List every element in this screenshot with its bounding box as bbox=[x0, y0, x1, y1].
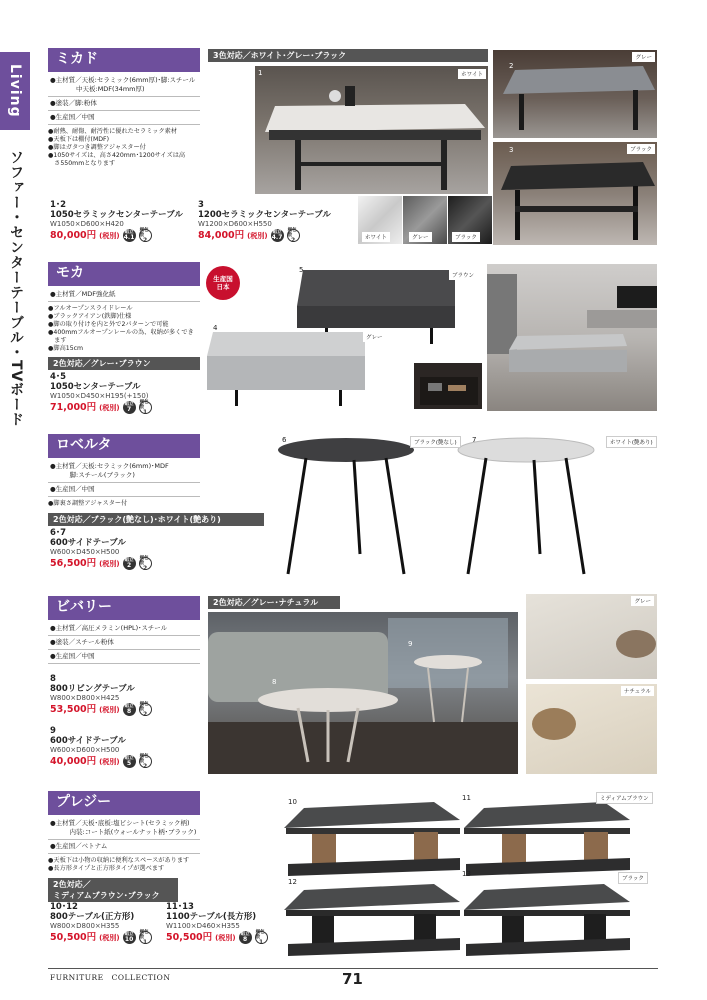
photo-number: 9 bbox=[408, 640, 413, 648]
swatch-black: ブラック bbox=[448, 196, 492, 244]
photo-color-label: ホワイト(艶あり) bbox=[606, 436, 657, 448]
photo-color-label: ブラウン bbox=[449, 270, 477, 280]
photo-number: 7 bbox=[472, 436, 477, 444]
product-title-moka: モカ bbox=[48, 262, 200, 284]
spec-row: ●主材質／高圧メラミン(HPL)･スチール bbox=[48, 622, 200, 636]
roberta-variant-bar: 2色対応／ブラック(艶なし)･ホワイト(艶あり) bbox=[48, 513, 264, 526]
photo-color-label: ブラック bbox=[618, 872, 648, 884]
product-title-mikado: ミカド bbox=[48, 48, 200, 70]
bowl-drawing bbox=[526, 684, 657, 774]
feature-item: ●400mmフルオープンレールの為、収納が多くでき ます bbox=[48, 329, 194, 344]
page-number: 71 bbox=[342, 970, 363, 988]
photo-number: 12 bbox=[288, 878, 297, 886]
spec-row: ●塗装／脚:粉体 bbox=[48, 97, 200, 111]
mikado-photo-gray bbox=[493, 50, 657, 138]
mikado-photo-black bbox=[493, 142, 657, 245]
mikado-table-white-drawing bbox=[255, 66, 488, 194]
mikado-table-gray-drawing bbox=[493, 50, 657, 138]
spec-row: ●主材質／天板･底板:塩ビシート(セラミック柄) 内装:コート紙(ウォールナット柄･ブラック) bbox=[48, 817, 200, 840]
price: 50,500円 (税別) 組立 8 梱包数 1 bbox=[166, 931, 276, 944]
feature-item: ●天板下は小物の収納に便利なスペースがあります bbox=[48, 857, 190, 864]
roberta-section bbox=[48, 434, 268, 526]
product-item-8: 8 800リビングテーブル W800×D800×H425 53,500円 (税別) 組立 8 梱包数 2 bbox=[50, 674, 200, 716]
product-item-3: 3 1200セラミックセンターテーブル W1200×D600×H550 84,000円 (税別) 組立 4.7 梱包数 2 bbox=[198, 200, 338, 242]
swatch-white: ホワイト bbox=[358, 196, 402, 244]
beverly-natural-detail-photo bbox=[526, 684, 657, 774]
assembly-icon: 組立 4.1 bbox=[123, 230, 135, 241]
feature-item: ●フルオープンスライドレール bbox=[48, 305, 133, 312]
swatch-gray: グレー bbox=[403, 196, 447, 244]
feature-item: ●耐熱、耐傷、耐汚性に優れたセラミック素材 bbox=[48, 128, 178, 135]
beverly-variant-bar: 2色対応／グレー･ナチュラル bbox=[208, 596, 340, 609]
photo-number: 2 bbox=[509, 62, 514, 70]
spec-row: ●生産国／ベトナム bbox=[48, 840, 200, 854]
footer-divider bbox=[48, 968, 658, 969]
roberta-product-photos bbox=[276, 434, 658, 584]
section-tab-living: Living bbox=[0, 52, 30, 130]
assembly-icon: 組立 4.7 bbox=[271, 230, 283, 241]
roberta-spec bbox=[48, 460, 200, 497]
footer-brand: FURNITURE COLLECTION bbox=[50, 973, 171, 982]
price: 53,500円 (税別) 組立 8 梱包数 2 bbox=[50, 703, 200, 716]
mikado-photo-white bbox=[255, 66, 488, 194]
product-title-roberta: ロベルタ bbox=[48, 434, 200, 456]
moka-drawer-photo bbox=[413, 362, 483, 410]
price: 84,000円 (税別) 組立 4.7 梱包数 2 bbox=[198, 229, 338, 242]
mikado-features bbox=[48, 128, 200, 168]
pleasure-tables-drawing bbox=[284, 794, 658, 962]
photo-color-label: ブラック(艶なし) bbox=[410, 436, 461, 448]
moka-features bbox=[48, 305, 200, 353]
package-icon: 梱包数 2 bbox=[139, 703, 152, 716]
spec-row: ●主材質／天板:セラミック(6mm)･MDF 脚:スチール(ブラック) bbox=[48, 460, 200, 483]
assembly-icon: 組立 10 bbox=[124, 932, 134, 943]
moka-room-photo bbox=[487, 264, 657, 411]
beverly-section bbox=[48, 596, 200, 664]
product-item-10-12: 10･12 800テーブル(正方形) W800×D800×H355 50,500円 (税別) 組立 10 梱包数 1 bbox=[50, 902, 160, 944]
beverly-room-drawing bbox=[208, 612, 518, 774]
feature-item: ●脚はガタつき調整アジャスター付 bbox=[48, 144, 146, 151]
feature-item: ●1050サイズは、高さ420mm･1200サイズは高 さ550mmとなります bbox=[48, 152, 186, 167]
assembly-icon: 組立 8 bbox=[124, 704, 134, 715]
package-icon: 梱包数 2 bbox=[139, 755, 152, 768]
mikado-variant-bar: 3色対応／ホワイト･グレー･ブラック bbox=[208, 49, 488, 62]
product-item-11-13: 11･13 1100テーブル(長方形) W1100×D460×H355 50,500円 (税別) 組立 8 梱包数 1 bbox=[166, 902, 276, 944]
pleasure-section bbox=[48, 791, 200, 902]
feature-item: ●脚裏さ調整アジャスター付 bbox=[48, 500, 128, 507]
moka-spec bbox=[48, 288, 200, 302]
feature-item: ●長方形タイプと正方形タイプが選べます bbox=[48, 865, 165, 872]
roberta-tables-drawing bbox=[276, 434, 658, 584]
photo-number: 11 bbox=[462, 794, 471, 802]
photo-number: 6 bbox=[282, 436, 287, 444]
package-icon: 梱包数 2 bbox=[139, 557, 152, 570]
roberta-features bbox=[48, 500, 268, 508]
package-icon: 梱包数 1 bbox=[139, 931, 152, 944]
pleasure-features bbox=[48, 857, 200, 873]
pleasure-spec bbox=[48, 817, 200, 854]
assembly-icon: 組立 5 bbox=[124, 756, 134, 767]
price: 80,000円 (税別) 組立 4.1 梱包数 2 bbox=[50, 229, 190, 242]
spec-row: ●主材質／MDF強化紙 bbox=[48, 288, 200, 302]
pleasure-variant-bar: 2色対応／ ミディアムブラウン･ブラック bbox=[48, 878, 178, 902]
moka-variant-bar: 2色対応／グレー･ブラウン bbox=[48, 357, 200, 370]
feature-item: ●脚の取り付けを内と外で2パターンで可能 bbox=[48, 321, 169, 328]
photo-color-label: ホワイト bbox=[458, 69, 486, 79]
price: 71,000円 (税別) 組立 7 梱包数 1 bbox=[50, 401, 200, 414]
pleasure-product-photos bbox=[284, 794, 658, 962]
photo-color-label: グレー bbox=[632, 52, 655, 62]
bowl-drawing bbox=[526, 594, 657, 679]
mikado-section bbox=[48, 48, 200, 168]
product-item-6-7: 6･7 600サイドテーブル W600×D450×H500 56,500円 (税別) 組立 2 梱包数 2 bbox=[50, 528, 200, 570]
product-item-1-2: 1･2 1050セラミックセンターテーブル W1050×D600×H420 80,000円 (税別) 組立 4.1 梱包数 2 bbox=[50, 200, 190, 242]
photo-number: 13 bbox=[462, 870, 471, 878]
photo-color-label: ナチュラル bbox=[621, 686, 654, 696]
package-icon: 梱包数 2 bbox=[139, 229, 152, 242]
product-item-4-5: 4･5 1050センターテーブル W1050×D450×H195(+150) 71,000円 (税別) 組立 7 梱包数 1 bbox=[50, 372, 200, 414]
photo-color-label: ブラック bbox=[627, 144, 655, 154]
price: 56,500円 (税別) 組立 2 梱包数 2 bbox=[50, 557, 200, 570]
product-item-9: 9 600サイドテーブル W600×D600×H500 40,000円 (税別) 組立 5 梱包数 2 bbox=[50, 726, 200, 768]
beverly-room-photo bbox=[208, 612, 518, 774]
price: 50,500円 (税別) 組立 10 梱包数 1 bbox=[50, 931, 160, 944]
spec-row: ●生産国／中国 bbox=[48, 650, 200, 664]
package-icon: 梱包数 2 bbox=[287, 229, 300, 242]
assembly-icon: 組立 8 bbox=[240, 932, 250, 943]
mikado-spec bbox=[48, 74, 200, 125]
photo-color-label: グレー bbox=[631, 596, 654, 606]
product-title-beverly: ビバリー bbox=[48, 596, 200, 618]
photo-number: 5 bbox=[299, 266, 304, 274]
feature-item: ●ブラックアイアン(鉄脚)仕様 bbox=[48, 313, 132, 320]
price: 40,000円 (税別) 組立 5 梱包数 2 bbox=[50, 755, 200, 768]
spec-row: ●生産国／中国 bbox=[48, 111, 200, 125]
moka-section bbox=[48, 262, 200, 370]
photo-number: 1 bbox=[258, 69, 263, 77]
product-title-pleasure: プレジー bbox=[48, 791, 200, 813]
spec-row: ●塗装／スチール粉体 bbox=[48, 636, 200, 650]
photo-color-label: ミディアムブラウン bbox=[596, 792, 653, 804]
assembly-icon: 組立 2 bbox=[124, 558, 134, 569]
spec-row: ●主材質／天板:セラミック(6mm厚)･脚:スチール 中天板:MDF(34mm厚) bbox=[48, 74, 200, 97]
photo-number: 10 bbox=[288, 798, 297, 806]
spec-row: ●生産国／中国 bbox=[48, 483, 200, 497]
beverly-gray-detail-photo bbox=[526, 594, 657, 679]
photo-color-label: グレー bbox=[363, 332, 386, 342]
photo-number: 8 bbox=[272, 678, 277, 686]
drawer-drawing bbox=[414, 363, 483, 410]
package-icon: 梱包数 1 bbox=[255, 931, 268, 944]
package-icon: 梱包数 1 bbox=[139, 401, 152, 414]
photo-number: 4 bbox=[213, 324, 218, 332]
section-side-title: ソファー・センターテーブル・TVボード bbox=[8, 150, 24, 428]
mikado-table-black-drawing bbox=[493, 142, 657, 245]
assembly-icon: 組立 7 bbox=[124, 402, 134, 413]
photo-number: 3 bbox=[509, 146, 514, 154]
made-in-japan-badge: 生産国 日本 bbox=[206, 266, 240, 300]
feature-item: ●脚高15cm bbox=[48, 345, 84, 352]
beverly-spec bbox=[48, 622, 200, 664]
moka-room-drawing bbox=[487, 264, 657, 411]
feature-item: ●天板下は棚付(MDF) bbox=[48, 136, 110, 143]
